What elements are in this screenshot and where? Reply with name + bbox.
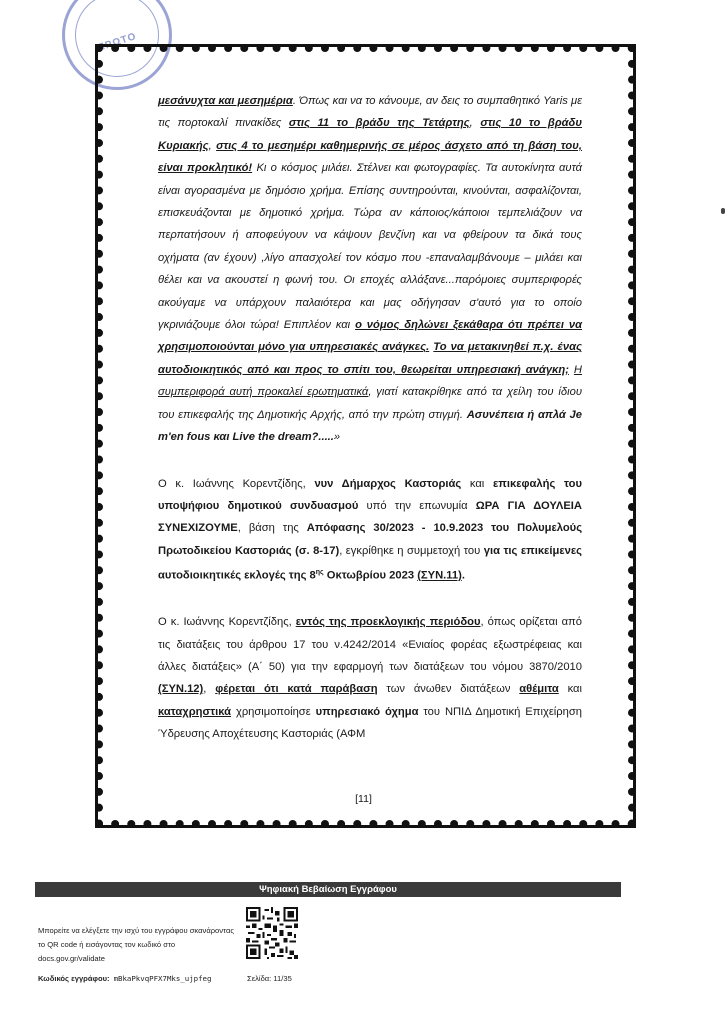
text-run: , εγκρίθηκε η συμμετοχή του bbox=[339, 544, 484, 557]
text-run: υπό την επωνυμία bbox=[358, 499, 476, 512]
text-run: (ΣΥΝ.11) bbox=[417, 569, 462, 582]
text-run: επικεφαλής του υποψήφιου δημοτικού συνδυασμού bbox=[158, 477, 582, 512]
text-run: μεσάνυχτα και μεσημέρια bbox=[158, 95, 293, 107]
text-run: Ο κ. Ιωάννης Κορεντζίδης, bbox=[158, 616, 296, 629]
text-run: καταχρηστικά bbox=[158, 705, 231, 718]
scan-mark bbox=[721, 208, 725, 214]
text-run: εντός της προεκλογικής περιόδου bbox=[295, 616, 481, 629]
text-run: , βάση της bbox=[237, 522, 307, 535]
text-run: ο νόμος δηλώνει ξεκάθαρα ότι πρέπει να χρησιμοποιούνται μόνο για υπηρεσιακές ανάγκες. bbox=[158, 319, 583, 354]
text-run: . Όπως και να το κάνουμε, αν δεις το συμπαθητικό Yaris με τις πορτοκαλί πινακίδες bbox=[158, 95, 583, 130]
text-run: » bbox=[333, 431, 341, 444]
text-run: των άνωθεν διατάξεων bbox=[377, 683, 520, 696]
verification-instructions: Μπορείτε να ελέγξετε την ισχύ του εγγράφου σκανάροντας το QR code ή εισάγοντας τον κωδικό στο docs.gov.gr/validate bbox=[38, 926, 234, 963]
text-run: και bbox=[461, 477, 493, 490]
qr-code-icon bbox=[246, 907, 298, 959]
text-run: του ΝΠΙΔ Δημοτική Επιχείρηση Ύδρευσης Αποχέτευσης Καστοριάς (ΑΦΜ bbox=[158, 705, 583, 741]
text-run: ΩΡΑ ΓΙΑ ΔΟΥΛΕΙΑ ΣΥΝΕΧΙΖΟΥΜΕ bbox=[158, 499, 582, 535]
digital-verification-bar: Ψηφιακή Βεβαίωση Εγγράφου bbox=[35, 882, 621, 897]
text-run: υπηρεσιακό όχημα bbox=[315, 705, 419, 718]
text-run: (ΣΥΝ.12) bbox=[158, 683, 204, 696]
text-run: φέρεται ότι κατά παράβαση bbox=[215, 683, 378, 696]
paragraph-candidate bbox=[158, 473, 582, 588]
paragraph-vehicle-use bbox=[158, 611, 582, 745]
text-run: Κι ο κόσμος μιλάει. Στέλνει και φωτογραφίες. Τα αυτοκίνητα αυτά είναι αγορασμένα με δημόσιο χρήμα. Επίσης συντηρούνται, κινούνται, ασφαλίζονται, επισκευάζονται με δημοτικό χρήμα. Τώρα αν κάποιος/κάποιοι τεμπελιάζουν να περπατήσουν ή αποφεύγουν να κάψουν βενζίνη και να φθείρουν τα δικά τους οχήματα (αν έχουν) ,λίγο απασχολεί τον κόσμο που -επαναλαμβάνουμε – μιλάει και θέλει και να ακουστεί η φωνή του. Οι εποχές αλλάξανε...παρόμοιες συμπεριφορές ακούγαμε να υπάρχουν παλαιότερα και μας οδήγησαν σ'αυτό για το οποίο γκρινιάζουμε όλοι τώρα! Επιπλέον και bbox=[158, 162, 582, 332]
text-run: Η συμπεριφορά αυτή προκαλεί ερωτηματικά bbox=[158, 363, 582, 399]
text-run: νυν Δήμαρχος Καστοριάς bbox=[314, 477, 462, 490]
text-run: στις 11 το βράδυ της Τετάρτης bbox=[288, 117, 470, 130]
page-count-label: Σελίδα: 11/35 bbox=[247, 974, 292, 983]
text-run: Οκτωβρίου 2023 bbox=[323, 569, 418, 582]
text-run: , όπως ορίζεται από τις διατάξεις του άρθρου 17 του ν.4242/2014 «Ενιαίος φορέας εξωστρέφειας και άλλες διατάξεις» (Α΄ 50) για την εφαρμογή των διατάξεων του νόμου 3870/2010 bbox=[158, 616, 582, 674]
text-run: στις 10 το βράδυ Κυριακής bbox=[158, 117, 582, 152]
document-code-label: Κωδικός εγγράφου: bbox=[38, 974, 110, 983]
document-code-value: mBkaPkvqPFX7Mks_ujpfeg bbox=[113, 974, 212, 983]
text-run: , bbox=[208, 139, 217, 152]
document-body bbox=[158, 90, 582, 746]
stamp-text: ΠΡΩΤΟ bbox=[95, 30, 139, 55]
text-run: , γιατί κατακρίθηκε από τα χείλη του ίδιου του επικεφαλής της Δημοτικής Αρχής, από την πρώτη στιγμή. bbox=[158, 386, 582, 421]
text-run: Απόφασης 30/2023 - 10.9.2023 του Πολυμελούς Πρωτοδικείου Καστοριάς (σ. 8-17) bbox=[158, 522, 583, 557]
text-run: Ο κ. Ιωάννης Κορεντζίδης, bbox=[158, 477, 315, 490]
text-run: Το να μετακινηθεί π.χ. ένας αυτοδιοικητικός από και προς το σπίτι του, θεωρείται υπηρεσιακή ανάγκη; bbox=[158, 341, 583, 376]
text-run: αθέμιτα bbox=[519, 683, 559, 696]
text-run: και bbox=[558, 683, 583, 696]
text-run: στις 4 το μεσημέρι καθημερινής σε μέρος άσχετο από τη βάση του, είναι προκλητικό! bbox=[158, 139, 582, 175]
text-run: Ασυνέπεια ή απλά Je m'en fous και Live the dream?..... bbox=[158, 408, 582, 444]
text-run: , bbox=[469, 117, 481, 130]
text-run: χρησιμοποίησε bbox=[231, 705, 316, 718]
text-run: ης bbox=[315, 569, 324, 577]
text-run: για τις επικείμενες αυτοδιοικητικές εκλογές της 8 bbox=[158, 544, 582, 582]
paragraph-quote-end bbox=[158, 90, 582, 449]
page-number: [11] bbox=[355, 793, 372, 805]
text-run: . bbox=[461, 569, 465, 582]
document-code bbox=[38, 974, 211, 983]
text-run: , bbox=[203, 683, 216, 696]
